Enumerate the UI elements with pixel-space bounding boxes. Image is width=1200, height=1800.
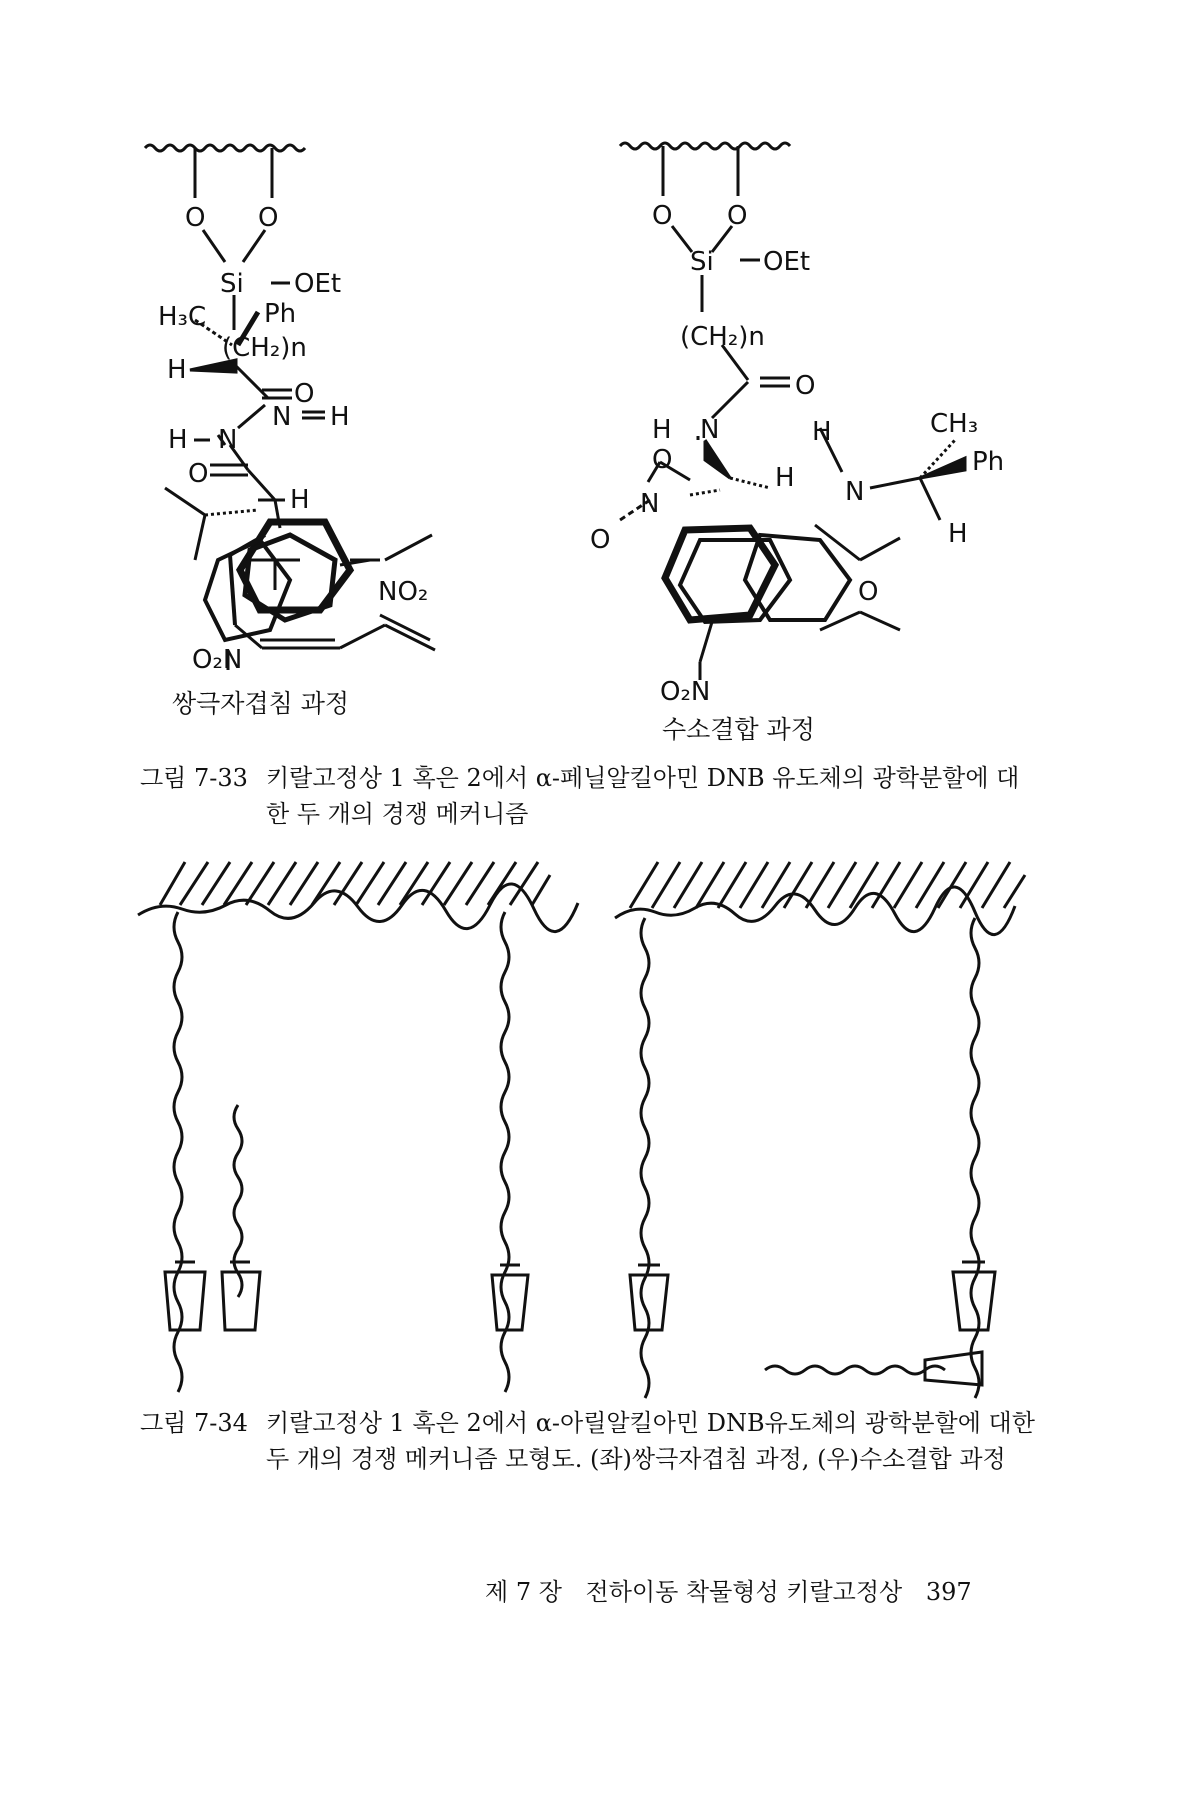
left-o-amide: O [188,459,209,489]
chain-left-2 [234,1105,242,1297]
right-o2n: O₂N [660,677,711,707]
right-structure-caption: 수소결합 과정 [662,715,815,744]
right-h-chiral: H [775,463,795,493]
left-n-right: N [272,402,292,432]
right-o-minus: O [590,525,611,555]
left-hatched-surface [138,862,578,932]
left-structure-caption: 쌍극자겹침 과정 [172,689,349,718]
left-surface-wavy-line [145,145,305,151]
right-o2: O [727,201,748,231]
left-h3c: H₃C [158,302,207,332]
right-o1: O [652,201,673,231]
figure-7-34-caption [140,1405,1040,1473]
left-si: Si [220,269,244,299]
left-ph: Ph [264,299,297,329]
right-h-bottom: H [948,519,968,549]
right-ch2n: (CH₂)n [680,322,765,352]
right-si: Si [690,247,714,277]
right-hatched-surface [615,862,1025,935]
left-h-left: H [168,425,188,455]
left-o2: O [258,203,279,233]
left-n-left: N [218,425,238,455]
right-n-amine: N [845,477,865,507]
cup-horizontal [925,1352,982,1385]
left-h-stereo: H [167,355,187,385]
figure-7-34-caption-text: 키랄고정상 1 혹은 2에서 α-아릴알킬아민 DNB유도체의 광학분할에 대한 두 개의 경쟁 메커니즘 모형도. (좌)쌍극자겹침 과정, (우)수소결합 과정 [266,1409,1035,1473]
chain-right-2 [971,918,979,1398]
chain-left-1 [174,912,182,1392]
left-no2: NO₂ [378,577,429,607]
left-h-chiral: H [290,485,310,515]
chain-right-1 [641,918,649,1398]
left-carbonyl-o: O [294,379,315,409]
left-o1: O [185,203,206,233]
figure-7-33-caption [140,760,1040,828]
chain-horizontal [765,1366,945,1374]
footer-chapter: 제 7 장 [485,1578,562,1606]
right-ph: Ph [972,447,1005,477]
right-surface-wavy-line [620,143,790,149]
figure-7-34-number: 그림 7-34 [140,1409,248,1437]
left-h-nh: H [330,402,350,432]
model-diagram [138,862,1025,1398]
right-h-nh: H [652,415,672,445]
page-footer [485,1572,988,1607]
footer-page-number: 397 [925,1578,972,1606]
left-ch2n: (CH₂)n [222,333,307,363]
right-n-nitro: N [640,489,660,519]
right-ch3: CH₃ [930,409,979,439]
right-oet: OEt [763,247,811,277]
right-carbonyl-o: O [795,371,816,401]
figure-7-33-caption-text: 키랄고정상 1 혹은 2에서 α-페닐알킬아민 DNB 유도체의 광학분할에 대한 두 개의 경쟁 메커니즘 [266,764,1020,828]
right-o-nitro: O [652,445,673,475]
chain-left-3 [501,912,509,1392]
figure-7-33-number: 그림 7-33 [140,764,248,792]
right-h-amine: H [812,417,832,447]
left-oet: OEt [294,269,342,299]
footer-title: 전하이동 착물형성 키랄고정상 [585,1578,903,1606]
cup-left-1 [165,1272,205,1330]
left-o2n: O₂N [192,645,243,675]
right-n-amide: N [700,415,720,445]
right-o-ring: O [858,577,879,607]
